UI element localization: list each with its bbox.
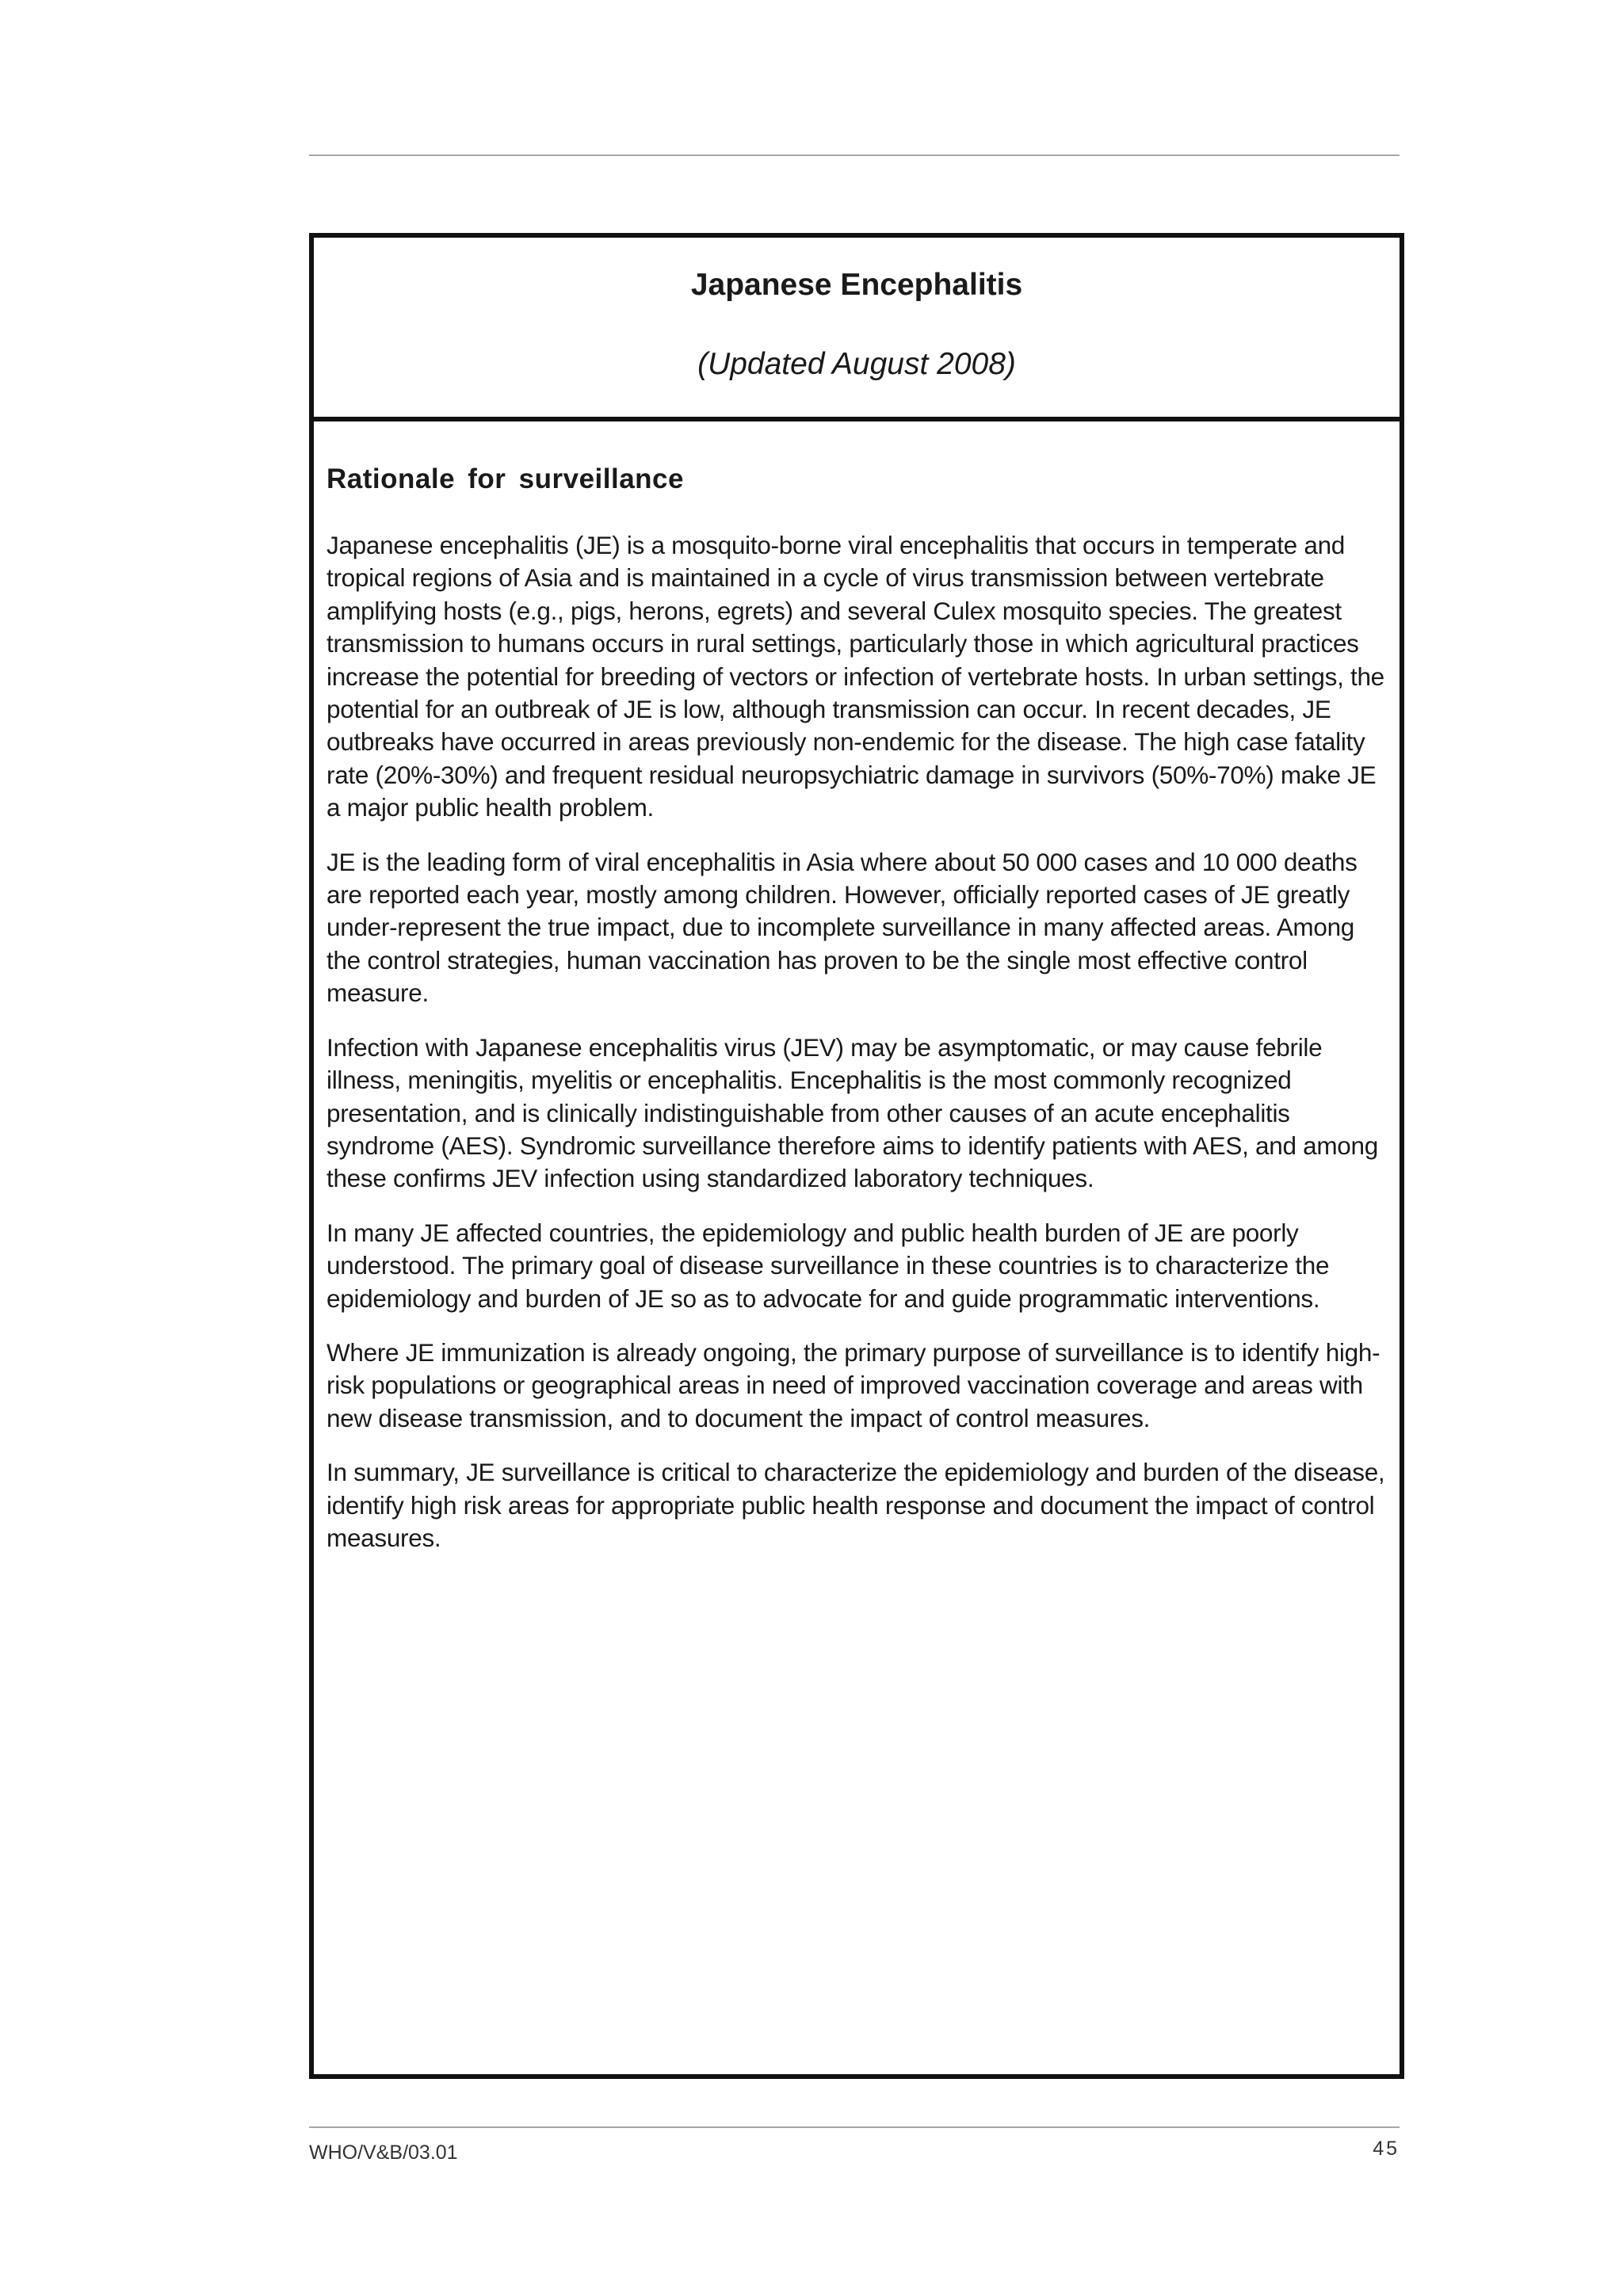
page-number: 45 xyxy=(1373,2138,1400,2160)
footer-divider xyxy=(309,2126,1400,2128)
paragraph: JE is the leading form of viral encephalitis in Asia where about 50 000 cases and 10 000 deaths are reported each year, mostly among children. However, officially reported cases of JE greatly under-represent the true impact, due to incomplete surveillance in many affected areas. Among the control strategies, human vaccination has proven to be the single most effective control measure. xyxy=(327,847,1358,1008)
paragraph: In many JE affected countries, the epidemiology and public health burden of JE are poorly understood. The primary goal of disease surveillance in these countries is to characterize the epidemiology and burden of JE so as to advocate for and guide programmatic interventions. xyxy=(327,1218,1330,1313)
paragraph-list xyxy=(327,529,1388,1576)
paragraph: Where JE immunization is already ongoing, the primary purpose of surveillance is to identify high-risk populations or geographical areas in need of improved vaccination coverage and areas with new disease transmission, and to document the impact of control measures. xyxy=(327,1337,1381,1432)
section-heading: Rationale for surveillance xyxy=(327,463,684,494)
header-divider xyxy=(309,154,1400,156)
content-frame xyxy=(309,233,1404,2079)
document-code: WHO/V&B/03.01 xyxy=(309,2142,458,2164)
document-title: Japanese Encephalitis xyxy=(690,268,1023,302)
paragraph: Japanese encephalitis (JE) is a mosquito-borne viral encephalitis that occurs in temperate and tropical regions of Asia and is maintained in a cycle of virus transmission between vertebrate amplifying hosts (e.g., pigs, herons, egrets) and several Culex mosquito species. The greatest transmission to humans occurs in rural settings, particularly those in which agricultural practices increase the potential for breeding of vectors or infection of vertebrate hosts. In urban settings, the potential for an outbreak of JE is low, although transmission can occur. In recent decades, JE outbreaks have occurred in areas previously non-endemic for the disease. The high case fatality rate (20%-30%) and frequent residual neuropsychiatric damage in survivors (50%-70%) make JE a major public health problem. xyxy=(327,531,1384,822)
title-box xyxy=(314,238,1400,421)
paragraph: In summary, JE surveillance is critical to characterize the epidemiology and burden of the disease, identify high risk areas for appropriate public health response and document the impact of control measures. xyxy=(327,1458,1385,1552)
section-body xyxy=(314,421,1400,2074)
paragraph: Infection with Japanese encephalitis virus (JEV) may be asymptomatic, or may cause febrile illness, meningitis, myelitis or encephalitis. Encephalitis is the most commonly recognized presentation, and is clinically indistinguishable from other causes of an acute encephalitis syndrome (AES). Syndromic surveillance therefore aims to identify patients with AES, and among these confirms JEV infection using standardized laboratory techniques. xyxy=(327,1032,1378,1193)
document-subtitle: (Updated August 2008) xyxy=(697,347,1016,381)
